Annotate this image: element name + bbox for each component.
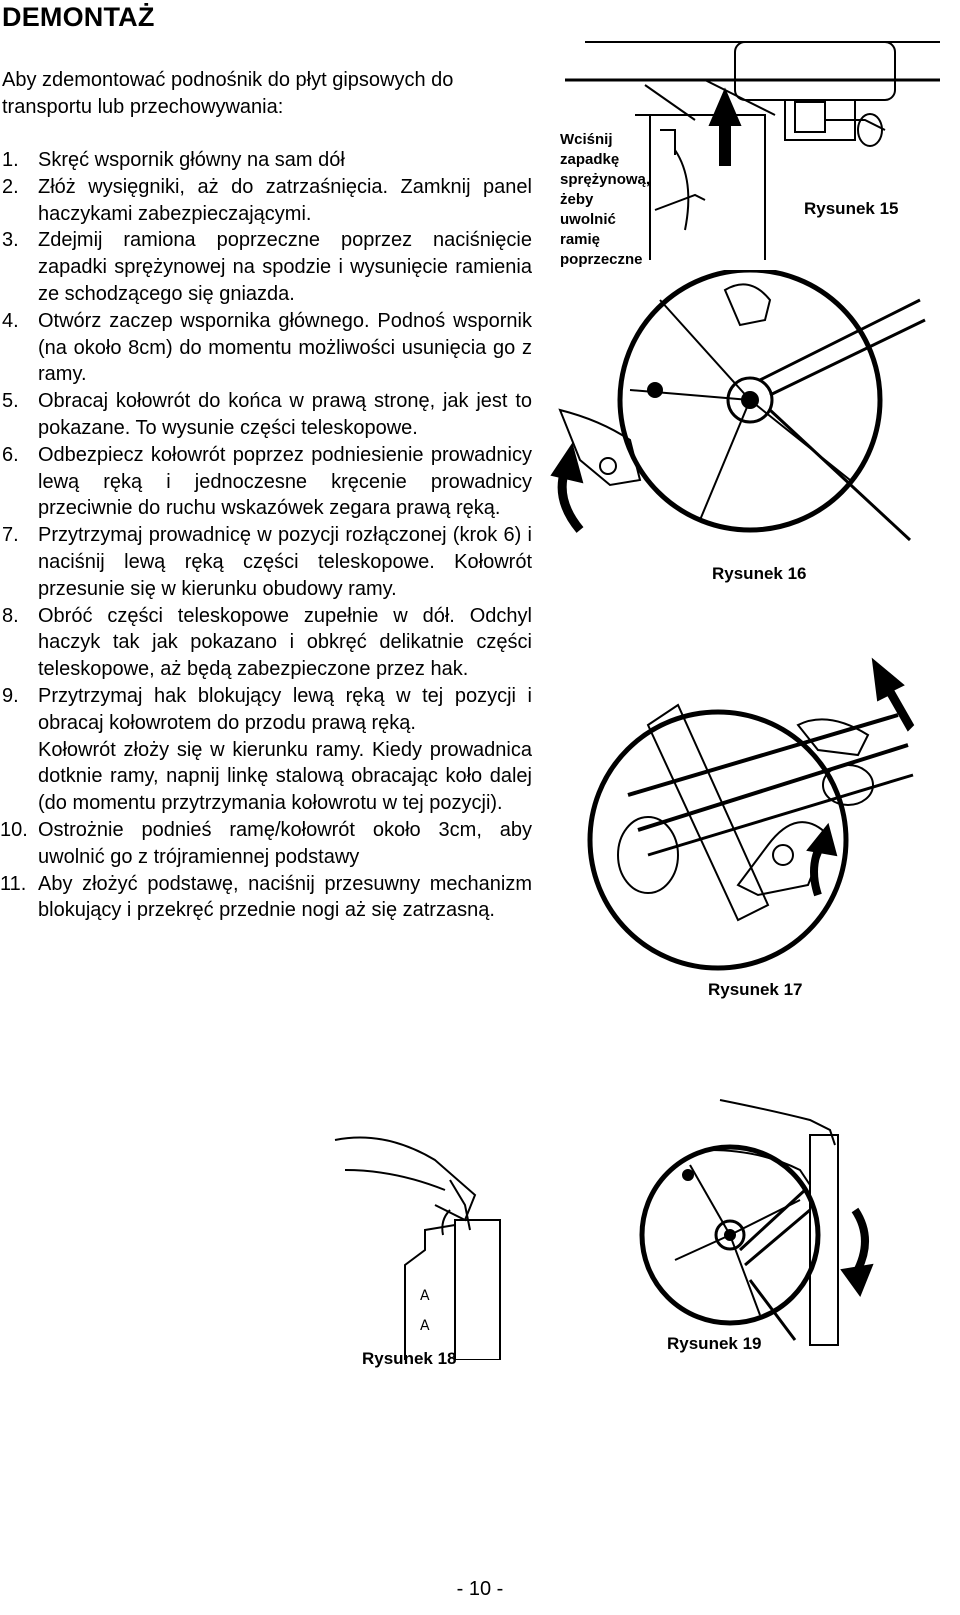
list-item: [0, 817, 532, 871]
step-number: 11.: [0, 872, 27, 895]
intro-paragraph: Aby zdemontować podnośnik do płyt gipsowych do transportu lub przechowywania:: [2, 69, 454, 118]
step-text: Ostrożnie podnieś ramę/kołowrót około 3cm, aby uwolnić go z trójramiennej podstawy: [38, 818, 532, 868]
list-item: [0, 388, 532, 442]
step-text: Obracaj kołowrót do końca w prawą stronę, jak jest to pokazane. To wysunie części teleskopowe.: [38, 390, 532, 439]
steps-list: [0, 147, 532, 924]
list-item: [0, 147, 532, 174]
callout-line: uwolnić: [560, 211, 616, 228]
callout-line: poprzeczne: [560, 251, 643, 268]
list-item: [0, 603, 532, 683]
figure-15-caption: Rysunek 15: [804, 199, 899, 218]
step-number: 9.: [2, 684, 19, 707]
step-number: 10.: [0, 818, 28, 841]
step-text: Złóż wysięgniki, aż do zatrzaśnięcia. Zamknij panel haczykami zabezpieczającymi.: [38, 175, 532, 225]
step-number: 6.: [2, 443, 19, 466]
figure-16-caption: Rysunek 16: [712, 564, 807, 583]
figure-17-caption: Rysunek 17: [708, 980, 803, 999]
step-number: 3.: [2, 229, 19, 252]
figure-18-caption: Rysunek 18: [362, 1349, 457, 1368]
step-number: 1.: [2, 149, 19, 171]
step-text-continued: Kołowrót złoży się w kierunku ramy. Kiedy prowadnica dotknie ramy, napnij linkę stalową obracając koło dalej (do momentu przytrzymania kołowrotu w tej pozycji).: [38, 738, 532, 815]
figure-16-illustration: [550, 270, 940, 550]
callout-line: ramię: [560, 231, 601, 248]
svg-text:A: A: [420, 1318, 430, 1334]
step-text: Zdejmij ramiona poprzeczne poprzez naciśnięcie zapadki sprężynowej na spodzie i wysunięcie ramienia ze schodzącego się gniazda.: [38, 229, 532, 305]
step-text: Obróć części teleskopowe zupełnie w dół. Odchyl haczyk tak jak pokazano i obkręć delikatnie części teleskopowe, aż będą zabezpieczone przez hak.: [38, 604, 532, 681]
list-item: [0, 227, 532, 307]
svg-text:A: A: [420, 1288, 430, 1304]
step-text: Przytrzymaj prowadnicę w pozycji rozłączonej (krok 6) i naciśnij lewą ręką części teleskopowe. Kołowrót przesunie się w kierunku obudowy ramy.: [38, 524, 532, 600]
page-number: - 10 -: [456, 1578, 504, 1600]
step-text: Przytrzymaj hak blokujący lewą ręką w tej pozycji i obracaj kołowrotem do przodu prawą ręką.: [38, 684, 532, 734]
step-text: Otwórz zaczep wspornika głównego. Podnoś wspornik (na około 8cm) do momentu możliwości usunięcia go z ramy.: [38, 309, 532, 386]
step-number: 5.: [2, 390, 19, 413]
callout-line: żeby: [560, 191, 594, 208]
callout-line: zapadkę: [560, 151, 620, 168]
list-item: [0, 871, 532, 925]
figure-19-caption: Rysunek 19: [667, 1334, 762, 1353]
list-item: [0, 174, 532, 228]
figure-18-illustration: [325, 1110, 525, 1360]
step-number: 7.: [2, 524, 19, 547]
figure-19-illustration: [630, 1090, 890, 1350]
list-item: [0, 442, 532, 522]
list-item: [0, 308, 532, 388]
step-number: 4.: [2, 309, 19, 332]
callout-line: sprężynową,: [560, 171, 651, 188]
step-text: Aby złożyć podstawę, naciśnij przesuwny mechanizm blokujący i przekręć przednie nogi aż się zatrzasną.: [38, 872, 532, 922]
list-item: [0, 522, 532, 602]
callout-line: Wciśnij: [560, 131, 613, 148]
step-number: 8.: [2, 604, 19, 627]
step-text: Skręć wspornik główny na sam dół: [38, 149, 345, 171]
list-item: [0, 683, 532, 817]
page-title: DEMONTAŻ: [2, 2, 155, 32]
step-text: Odbezpiecz kołowrót poprzez podniesienie prowadnicy lewą ręką i jednoczesne kręcenie prowadnicy przeciwnie do ruchu wskazówek zegara prawą ręką.: [38, 443, 532, 520]
spring-latch-callout: [560, 130, 700, 270]
step-number: 2.: [2, 175, 19, 198]
figure-17-illustration: [568, 655, 948, 975]
